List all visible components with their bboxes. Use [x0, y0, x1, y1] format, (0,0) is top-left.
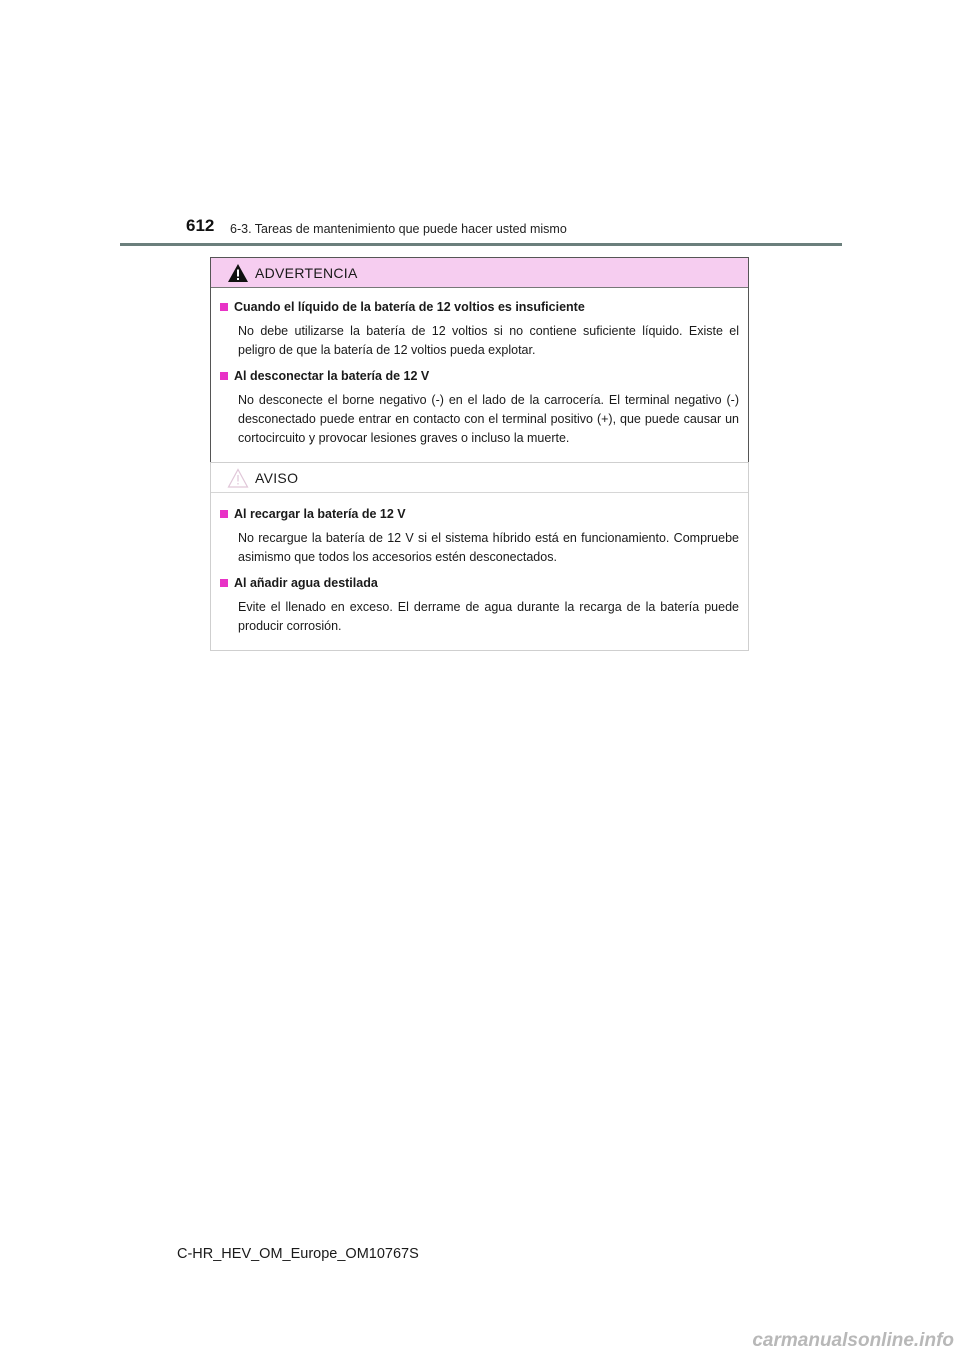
header-rule	[120, 243, 842, 246]
warning-header	[211, 258, 748, 288]
notice-item-text: Evite el llenado en exceso. El derrame de agua durante la recarga de la batería puede producir corrosión.	[238, 600, 739, 633]
caution-triangle-icon	[227, 468, 249, 488]
warning-item	[220, 299, 739, 360]
warning-item-text: No debe utilizarse la batería de 12 voltios si no contiene suficiente líquido. Existe el peligro de que la batería de 12 voltios pueda explotar.	[238, 324, 739, 357]
section-title: 6-3. Tareas de mantenimiento que puede hacer usted mismo	[230, 222, 567, 236]
square-bullet-icon	[220, 579, 228, 587]
document-id: C-HR_HEV_OM_Europe_OM10767S	[177, 1246, 419, 1262]
watermark: carmanualsonline.info	[752, 1330, 954, 1351]
notice-item-title: Al añadir agua destilada	[234, 576, 378, 590]
notice-box	[210, 462, 749, 651]
warning-item	[220, 368, 739, 448]
warning-item-text: No desconecte el borne negativo (-) en el lado de la carrocería. El terminal negativo (-) desconectado puede entrar en contacto con el terminal positivo (+), que puede causar un cortocircuito y provocar lesiones graves o incluso la muerte.	[238, 393, 739, 445]
warning-body	[211, 288, 748, 464]
warning-item-title: Al desconectar la batería de 12 V	[234, 369, 430, 383]
notice-item-title: Al recargar la batería de 12 V	[234, 507, 406, 521]
page-number: 612	[186, 216, 215, 235]
square-bullet-icon	[220, 303, 228, 311]
warning-box	[210, 257, 749, 465]
square-bullet-icon	[220, 510, 228, 518]
warning-triangle-icon	[227, 263, 249, 283]
notice-item	[220, 506, 739, 567]
notice-title: AVISO	[255, 469, 299, 486]
notice-item-text: No recargue la batería de 12 V si el sistema híbrido está en funcionamiento. Compruebe asimismo que todos los accesorios estén desconectados.	[238, 531, 739, 564]
notice-header	[211, 463, 748, 493]
notice-item	[220, 575, 739, 636]
square-bullet-icon	[220, 372, 228, 380]
warning-title: ADVERTENCIA	[255, 264, 358, 281]
warning-item-title: Cuando el líquido de la batería de 12 voltios es insuficiente	[234, 300, 585, 314]
notice-body	[211, 493, 748, 650]
